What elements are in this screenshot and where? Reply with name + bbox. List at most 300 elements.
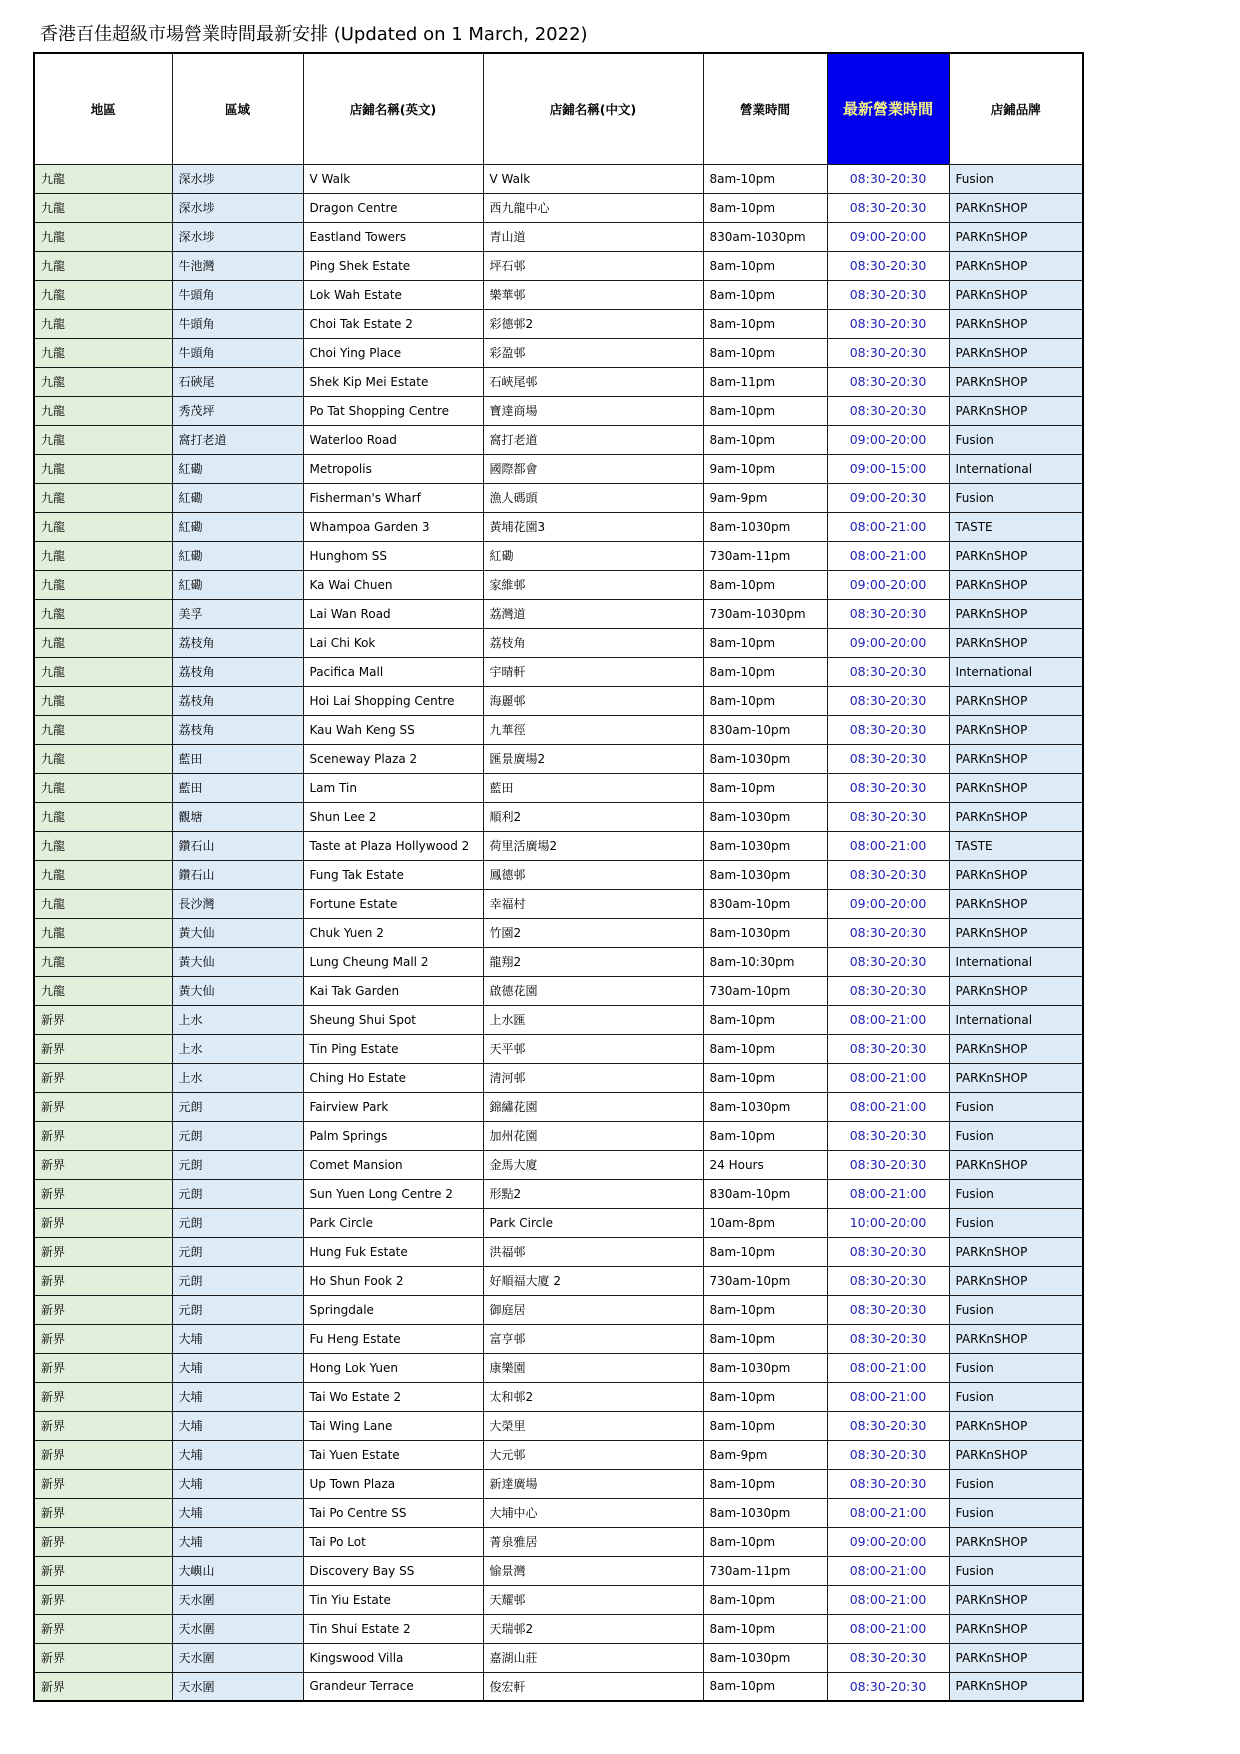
cell-district: 長沙灣	[172, 889, 303, 918]
table-row	[34, 1266, 1083, 1295]
cell-brand: Fusion	[949, 1498, 1083, 1527]
table-row	[34, 1295, 1083, 1324]
cell-brand: Fusion	[949, 1121, 1083, 1150]
cell-store-name-zh: V Walk	[483, 164, 703, 193]
table-row	[34, 1469, 1083, 1498]
cell-store-name-en: Whampoa Garden 3	[303, 512, 483, 541]
cell-district: 大埔	[172, 1527, 303, 1556]
cell-store-name-zh: 上水匯	[483, 1005, 703, 1034]
cell-district: 牛頭角	[172, 280, 303, 309]
cell-store-name-zh: 竹園2	[483, 918, 703, 947]
cell-store-name-en: Pacifica Mall	[303, 657, 483, 686]
cell-normal-hours: 9am-9pm	[703, 483, 827, 512]
column-header-new-hours: 最新營業時間	[827, 53, 949, 164]
cell-new-hours: 08:30-20:30	[827, 164, 949, 193]
cell-normal-hours: 8am-10pm	[703, 1585, 827, 1614]
cell-region: 九龍	[34, 280, 172, 309]
cell-brand: PARKnSHOP	[949, 773, 1083, 802]
cell-store-name-en: Waterloo Road	[303, 425, 483, 454]
cell-district: 元朗	[172, 1208, 303, 1237]
table-row	[34, 454, 1083, 483]
cell-region: 新界	[34, 1614, 172, 1643]
cell-district: 上水	[172, 1063, 303, 1092]
cell-store-name-en: Fisherman's Wharf	[303, 483, 483, 512]
cell-store-name-zh: 家維邨	[483, 570, 703, 599]
cell-district: 大嶼山	[172, 1556, 303, 1585]
cell-new-hours: 09:00-20:00	[827, 628, 949, 657]
table-row	[34, 483, 1083, 512]
cell-store-name-zh: 坪石邨	[483, 251, 703, 280]
cell-region: 九龍	[34, 222, 172, 251]
cell-new-hours: 08:30-20:30	[827, 1469, 949, 1498]
cell-brand: International	[949, 454, 1083, 483]
table-row	[34, 570, 1083, 599]
cell-store-name-zh: 御庭居	[483, 1295, 703, 1324]
cell-brand: PARKnSHOP	[949, 1527, 1083, 1556]
cell-brand: PARKnSHOP	[949, 1150, 1083, 1179]
cell-store-name-zh: 彩盈邨	[483, 338, 703, 367]
cell-new-hours: 08:30-20:30	[827, 802, 949, 831]
cell-district: 牛頭角	[172, 338, 303, 367]
cell-new-hours: 08:00-21:00	[827, 1179, 949, 1208]
cell-district: 紅磡	[172, 483, 303, 512]
cell-store-name-zh: 菁泉雅居	[483, 1527, 703, 1556]
cell-new-hours: 08:30-20:30	[827, 1324, 949, 1353]
cell-normal-hours: 8am-10pm	[703, 193, 827, 222]
table-row	[34, 918, 1083, 947]
cell-normal-hours: 8am-10pm	[703, 309, 827, 338]
cell-new-hours: 08:00-21:00	[827, 1498, 949, 1527]
cell-new-hours: 08:30-20:30	[827, 744, 949, 773]
cell-normal-hours: 8am-10pm	[703, 1063, 827, 1092]
cell-district: 深水埗	[172, 164, 303, 193]
cell-normal-hours: 8am-10pm	[703, 773, 827, 802]
cell-store-name-zh: 荔灣道	[483, 599, 703, 628]
cell-new-hours: 08:30-20:30	[827, 396, 949, 425]
cell-region: 九龍	[34, 947, 172, 976]
cell-district: 天水圍	[172, 1614, 303, 1643]
cell-region: 九龍	[34, 193, 172, 222]
cell-normal-hours: 8am-10pm	[703, 1382, 827, 1411]
cell-brand: PARKnSHOP	[949, 686, 1083, 715]
table-row	[34, 1208, 1083, 1237]
cell-store-name-zh: 紅磡	[483, 541, 703, 570]
cell-store-name-zh: 俊宏軒	[483, 1672, 703, 1701]
cell-store-name-en: Fortune Estate	[303, 889, 483, 918]
cell-region: 九龍	[34, 744, 172, 773]
column-header-store-name-zh: 店鋪名稱(中文)	[483, 53, 703, 164]
cell-store-name-en: Shun Lee 2	[303, 802, 483, 831]
cell-district: 紅磡	[172, 454, 303, 483]
cell-store-name-zh: 西九龍中心	[483, 193, 703, 222]
cell-brand: Fusion	[949, 1382, 1083, 1411]
cell-store-name-zh: 樂華邨	[483, 280, 703, 309]
table-row	[34, 1614, 1083, 1643]
cell-new-hours: 08:30-20:30	[827, 309, 949, 338]
cell-new-hours: 08:30-20:30	[827, 1237, 949, 1266]
table-row	[34, 1643, 1083, 1672]
cell-region: 新界	[34, 1411, 172, 1440]
cell-new-hours: 08:00-21:00	[827, 1585, 949, 1614]
cell-store-name-en: Tai Wing Lane	[303, 1411, 483, 1440]
cell-store-name-zh: 錦繡花園	[483, 1092, 703, 1121]
cell-store-name-zh: 國際都會	[483, 454, 703, 483]
cell-normal-hours: 8am-9pm	[703, 1440, 827, 1469]
cell-store-name-zh: 石峽尾邨	[483, 367, 703, 396]
table-row	[34, 1179, 1083, 1208]
cell-store-name-zh: 好順福大廈 2	[483, 1266, 703, 1295]
cell-store-name-en: Tin Shui Estate 2	[303, 1614, 483, 1643]
cell-district: 大埔	[172, 1440, 303, 1469]
cell-new-hours: 08:30-20:30	[827, 251, 949, 280]
cell-new-hours: 08:30-20:30	[827, 1034, 949, 1063]
cell-brand: PARKnSHOP	[949, 1063, 1083, 1092]
cell-brand: PARKnSHOP	[949, 1411, 1083, 1440]
cell-normal-hours: 8am-10pm	[703, 570, 827, 599]
cell-store-name-en: Hunghom SS	[303, 541, 483, 570]
cell-new-hours: 08:00-21:00	[827, 1614, 949, 1643]
cell-store-name-zh: 天瑞邨2	[483, 1614, 703, 1643]
cell-district: 荔枝角	[172, 686, 303, 715]
cell-store-name-zh: 大元邨	[483, 1440, 703, 1469]
cell-store-name-zh: 清河邨	[483, 1063, 703, 1092]
cell-district: 觀塘	[172, 802, 303, 831]
cell-brand: Fusion	[949, 164, 1083, 193]
cell-region: 新界	[34, 1382, 172, 1411]
cell-normal-hours: 730am-10pm	[703, 1266, 827, 1295]
cell-region: 九龍	[34, 860, 172, 889]
cell-new-hours: 08:30-20:30	[827, 976, 949, 1005]
table-row	[34, 1498, 1083, 1527]
cell-region: 新界	[34, 1498, 172, 1527]
cell-new-hours: 08:30-20:30	[827, 918, 949, 947]
cell-region: 九龍	[34, 454, 172, 483]
cell-store-name-en: Sun Yuen Long Centre 2	[303, 1179, 483, 1208]
cell-normal-hours: 8am-10pm	[703, 1469, 827, 1498]
cell-district: 紅磡	[172, 570, 303, 599]
cell-normal-hours: 8am-10pm	[703, 338, 827, 367]
cell-region: 新界	[34, 1324, 172, 1353]
cell-district: 天水圍	[172, 1643, 303, 1672]
cell-store-name-zh: Park Circle	[483, 1208, 703, 1237]
cell-brand: PARKnSHOP	[949, 1585, 1083, 1614]
cell-normal-hours: 830am-10pm	[703, 1179, 827, 1208]
cell-normal-hours: 8am-10pm	[703, 1295, 827, 1324]
table-row	[34, 1092, 1083, 1121]
cell-new-hours: 08:30-20:30	[827, 1643, 949, 1672]
cell-brand: PARKnSHOP	[949, 976, 1083, 1005]
cell-store-name-zh: 宇晴軒	[483, 657, 703, 686]
cell-store-name-en: Palm Springs	[303, 1121, 483, 1150]
cell-new-hours: 08:30-20:30	[827, 773, 949, 802]
table-row	[34, 802, 1083, 831]
cell-store-name-zh: 形點2	[483, 1179, 703, 1208]
cell-normal-hours: 830am-10pm	[703, 889, 827, 918]
cell-brand: Fusion	[949, 1092, 1083, 1121]
cell-store-name-en: Tai Wo Estate 2	[303, 1382, 483, 1411]
cell-normal-hours: 24 Hours	[703, 1150, 827, 1179]
column-header-region: 地區	[34, 53, 172, 164]
cell-normal-hours: 8am-1030pm	[703, 860, 827, 889]
cell-new-hours: 08:00-21:00	[827, 1063, 949, 1092]
cell-brand: Fusion	[949, 1295, 1083, 1324]
cell-normal-hours: 8am-10pm	[703, 657, 827, 686]
cell-normal-hours: 8am-10pm	[703, 1324, 827, 1353]
cell-store-name-zh: 洪福邨	[483, 1237, 703, 1266]
table-row	[34, 1440, 1083, 1469]
cell-store-name-zh: 窩打老道	[483, 425, 703, 454]
cell-store-name-zh: 大榮里	[483, 1411, 703, 1440]
cell-region: 新界	[34, 1440, 172, 1469]
cell-normal-hours: 8am-1030pm	[703, 512, 827, 541]
cell-district: 大埔	[172, 1498, 303, 1527]
cell-store-name-en: Lai Wan Road	[303, 599, 483, 628]
cell-region: 九龍	[34, 570, 172, 599]
cell-brand: PARKnSHOP	[949, 715, 1083, 744]
cell-new-hours: 09:00-20:30	[827, 483, 949, 512]
cell-district: 荔枝角	[172, 628, 303, 657]
cell-region: 新界	[34, 1121, 172, 1150]
cell-normal-hours: 830am-10pm	[703, 715, 827, 744]
cell-brand: PARKnSHOP	[949, 802, 1083, 831]
cell-brand: PARKnSHOP	[949, 309, 1083, 338]
cell-normal-hours: 8am-10pm	[703, 425, 827, 454]
cell-normal-hours: 730am-11pm	[703, 1556, 827, 1585]
cell-normal-hours: 8am-11pm	[703, 367, 827, 396]
cell-brand: TASTE	[949, 831, 1083, 860]
cell-store-name-en: Tai Po Lot	[303, 1527, 483, 1556]
cell-new-hours: 08:00-21:00	[827, 1353, 949, 1382]
cell-store-name-en: Lam Tin	[303, 773, 483, 802]
table-row	[34, 889, 1083, 918]
cell-region: 九龍	[34, 338, 172, 367]
table-row	[34, 744, 1083, 773]
cell-new-hours: 08:30-20:30	[827, 367, 949, 396]
cell-new-hours: 09:00-15:00	[827, 454, 949, 483]
cell-store-name-en: Springdale	[303, 1295, 483, 1324]
cell-store-name-zh: 漁人碼頭	[483, 483, 703, 512]
cell-brand: Fusion	[949, 483, 1083, 512]
cell-new-hours: 08:30-20:30	[827, 599, 949, 628]
table-row	[34, 628, 1083, 657]
cell-normal-hours: 9am-10pm	[703, 454, 827, 483]
cell-district: 天水圍	[172, 1672, 303, 1701]
cell-district: 元朗	[172, 1266, 303, 1295]
cell-brand: International	[949, 1005, 1083, 1034]
cell-brand: PARKnSHOP	[949, 541, 1083, 570]
cell-brand: Fusion	[949, 1469, 1083, 1498]
cell-region: 九龍	[34, 628, 172, 657]
cell-normal-hours: 8am-1030pm	[703, 744, 827, 773]
cell-new-hours: 08:00-21:00	[827, 1382, 949, 1411]
table-row	[34, 280, 1083, 309]
cell-district: 元朗	[172, 1237, 303, 1266]
cell-new-hours: 08:30-20:30	[827, 280, 949, 309]
cell-store-name-en: Shek Kip Mei Estate	[303, 367, 483, 396]
column-header-district: 區域	[172, 53, 303, 164]
table-row	[34, 686, 1083, 715]
cell-district: 藍田	[172, 744, 303, 773]
cell-region: 新界	[34, 1034, 172, 1063]
cell-region: 九龍	[34, 657, 172, 686]
column-header-normal-hours: 營業時間	[703, 53, 827, 164]
cell-new-hours: 09:00-20:00	[827, 222, 949, 251]
cell-store-name-en: Up Town Plaza	[303, 1469, 483, 1498]
table-row	[34, 1237, 1083, 1266]
table-row	[34, 512, 1083, 541]
cell-new-hours: 08:30-20:30	[827, 1672, 949, 1701]
cell-normal-hours: 8am-10pm	[703, 1527, 827, 1556]
cell-new-hours: 08:30-20:30	[827, 338, 949, 367]
cell-region: 九龍	[34, 396, 172, 425]
cell-normal-hours: 8am-10pm	[703, 251, 827, 280]
cell-store-name-en: Fu Heng Estate	[303, 1324, 483, 1353]
cell-district: 黃大仙	[172, 976, 303, 1005]
cell-brand: TASTE	[949, 512, 1083, 541]
table-row	[34, 715, 1083, 744]
cell-normal-hours: 8am-10pm	[703, 1614, 827, 1643]
table-row	[34, 396, 1083, 425]
cell-region: 九龍	[34, 802, 172, 831]
header-row	[34, 53, 1083, 164]
cell-new-hours: 08:30-20:30	[827, 1266, 949, 1295]
cell-region: 九龍	[34, 889, 172, 918]
cell-store-name-en: Hung Fuk Estate	[303, 1237, 483, 1266]
table-row	[34, 947, 1083, 976]
cell-store-name-zh: 海麗邨	[483, 686, 703, 715]
cell-normal-hours: 8am-10pm	[703, 1005, 827, 1034]
table-row	[34, 860, 1083, 889]
cell-normal-hours: 8am-10pm	[703, 628, 827, 657]
table-row	[34, 1005, 1083, 1034]
cell-store-name-en: Lung Cheung Mall 2	[303, 947, 483, 976]
cell-new-hours: 08:30-20:30	[827, 193, 949, 222]
cell-district: 大埔	[172, 1324, 303, 1353]
table-body	[34, 164, 1083, 1701]
table-row	[34, 599, 1083, 628]
cell-region: 九龍	[34, 367, 172, 396]
cell-region: 新界	[34, 1063, 172, 1092]
cell-region: 新界	[34, 1556, 172, 1585]
cell-store-name-en: Choi Tak Estate 2	[303, 309, 483, 338]
cell-store-name-en: V Walk	[303, 164, 483, 193]
cell-new-hours: 08:30-20:30	[827, 947, 949, 976]
cell-store-name-en: Tai Yuen Estate	[303, 1440, 483, 1469]
table-row	[34, 831, 1083, 860]
cell-brand: PARKnSHOP	[949, 599, 1083, 628]
cell-region: 九龍	[34, 773, 172, 802]
cell-store-name-en: Tin Yiu Estate	[303, 1585, 483, 1614]
column-header-store-name-en: 店鋪名稱(英文)	[303, 53, 483, 164]
cell-brand: PARKnSHOP	[949, 367, 1083, 396]
cell-region: 九龍	[34, 251, 172, 280]
cell-region: 新界	[34, 1179, 172, 1208]
table-row	[34, 309, 1083, 338]
cell-district: 紅磡	[172, 512, 303, 541]
cell-store-name-zh: 康樂園	[483, 1353, 703, 1382]
cell-store-name-zh: 新達廣場	[483, 1469, 703, 1498]
cell-store-name-en: Ping Shek Estate	[303, 251, 483, 280]
cell-normal-hours: 730am-1030pm	[703, 599, 827, 628]
cell-region: 九龍	[34, 831, 172, 860]
cell-district: 荔枝角	[172, 715, 303, 744]
table-header	[34, 53, 1083, 164]
cell-store-name-zh: 天平邨	[483, 1034, 703, 1063]
cell-region: 新界	[34, 1527, 172, 1556]
cell-region: 新界	[34, 1208, 172, 1237]
cell-region: 新界	[34, 1469, 172, 1498]
cell-store-name-en: Chuk Yuen 2	[303, 918, 483, 947]
cell-normal-hours: 730am-11pm	[703, 541, 827, 570]
cell-store-name-zh: 加州花園	[483, 1121, 703, 1150]
cell-normal-hours: 8am-10pm	[703, 1034, 827, 1063]
cell-brand: PARKnSHOP	[949, 280, 1083, 309]
table-row	[34, 222, 1083, 251]
cell-region: 九龍	[34, 715, 172, 744]
cell-store-name-en: Kai Tak Garden	[303, 976, 483, 1005]
cell-brand: PARKnSHOP	[949, 1324, 1083, 1353]
table-row	[34, 1527, 1083, 1556]
table-row	[34, 1353, 1083, 1382]
cell-district: 天水圍	[172, 1585, 303, 1614]
cell-store-name-zh: 天耀邨	[483, 1585, 703, 1614]
cell-brand: PARKnSHOP	[949, 1440, 1083, 1469]
cell-district: 牛池灣	[172, 251, 303, 280]
cell-new-hours: 08:00-21:00	[827, 1005, 949, 1034]
cell-region: 新界	[34, 1295, 172, 1324]
cell-region: 九龍	[34, 425, 172, 454]
cell-normal-hours: 8am-1030pm	[703, 1498, 827, 1527]
cell-store-name-en: Comet Mansion	[303, 1150, 483, 1179]
cell-store-name-en: Fung Tak Estate	[303, 860, 483, 889]
cell-store-name-zh: 青山道	[483, 222, 703, 251]
cell-district: 上水	[172, 1034, 303, 1063]
cell-district: 深水埗	[172, 193, 303, 222]
cell-normal-hours: 8am-1030pm	[703, 918, 827, 947]
cell-region: 九龍	[34, 164, 172, 193]
page-title: 香港百佳超級市場營業時間最新安排 (Updated on 1 March, 2022)	[40, 24, 588, 45]
cell-store-name-zh: 順利2	[483, 802, 703, 831]
cell-store-name-zh: 黃埔花園3	[483, 512, 703, 541]
cell-brand: Fusion	[949, 1556, 1083, 1585]
cell-normal-hours: 8am-1030pm	[703, 831, 827, 860]
cell-normal-hours: 8am-10pm	[703, 1237, 827, 1266]
cell-normal-hours: 830am-1030pm	[703, 222, 827, 251]
cell-brand: Fusion	[949, 1179, 1083, 1208]
cell-normal-hours: 8am-10pm	[703, 164, 827, 193]
cell-region: 九龍	[34, 541, 172, 570]
cell-brand: Fusion	[949, 1353, 1083, 1382]
cell-store-name-zh: 金馬大廈	[483, 1150, 703, 1179]
cell-district: 荔枝角	[172, 657, 303, 686]
cell-new-hours: 08:00-21:00	[827, 512, 949, 541]
cell-new-hours: 09:00-20:00	[827, 889, 949, 918]
cell-store-name-en: Sceneway Plaza 2	[303, 744, 483, 773]
cell-new-hours: 08:00-21:00	[827, 1556, 949, 1585]
cell-store-name-en: Hoi Lai Shopping Centre	[303, 686, 483, 715]
cell-normal-hours: 8am-10:30pm	[703, 947, 827, 976]
cell-region: 新界	[34, 1266, 172, 1295]
cell-store-name-zh: 九華徑	[483, 715, 703, 744]
cell-district: 深水埗	[172, 222, 303, 251]
table-row	[34, 1672, 1083, 1701]
cell-normal-hours: 730am-10pm	[703, 976, 827, 1005]
cell-new-hours: 09:00-20:00	[827, 425, 949, 454]
cell-brand: PARKnSHOP	[949, 744, 1083, 773]
cell-store-name-zh: 荷里活廣場2	[483, 831, 703, 860]
table-row	[34, 1382, 1083, 1411]
cell-new-hours: 09:00-20:00	[827, 570, 949, 599]
